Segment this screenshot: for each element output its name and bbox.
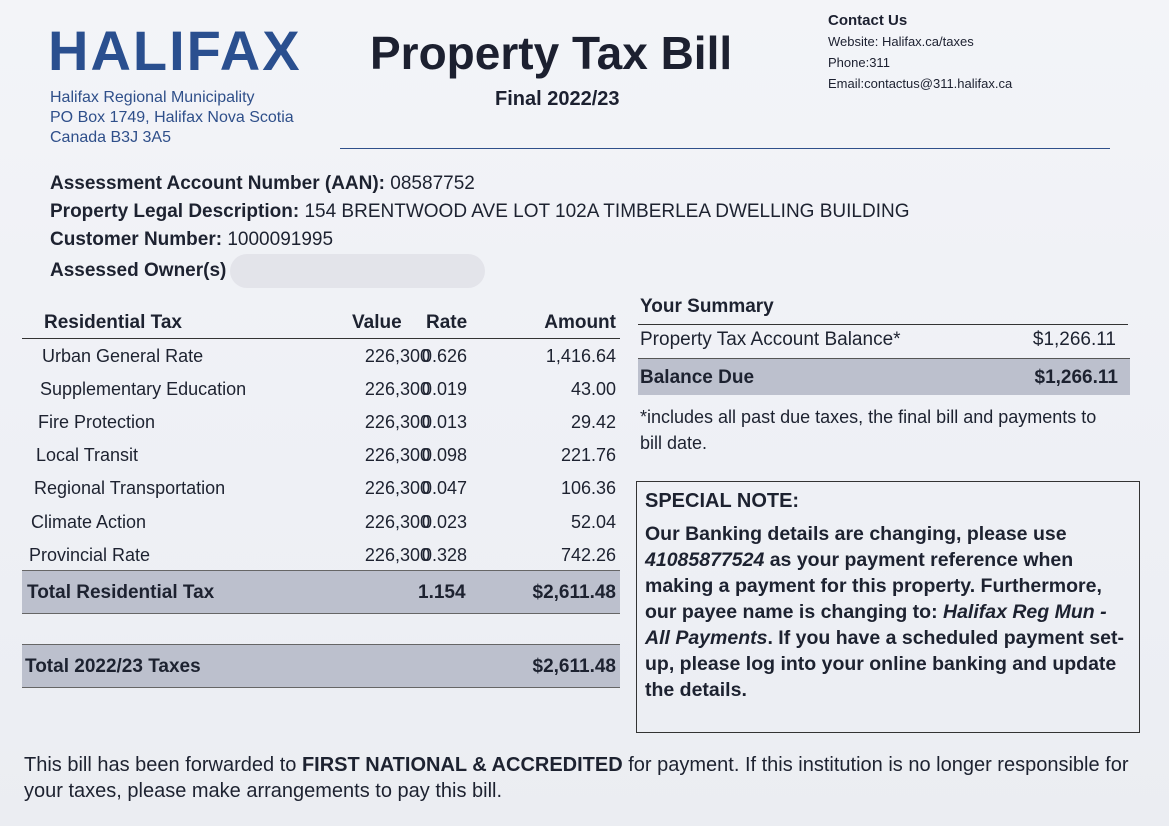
total-taxes-amount: $2,611.48 — [532, 656, 616, 677]
row-name: Local Transit — [36, 445, 139, 465]
table-row — [22, 472, 620, 504]
row-amount: 221.76 — [560, 445, 616, 465]
total-residential-rate: 1.154 — [418, 582, 466, 603]
customer-label: Customer Number: — [50, 229, 223, 250]
contact-website: Website: Halifax.ca/taxes — [828, 34, 974, 49]
payee-name: Halifax Reg Mun - All Payments — [645, 601, 1107, 649]
row-rate: 0.328 — [422, 545, 468, 565]
institution-name: FIRST NATIONAL & ACCREDITED — [301, 754, 623, 776]
row-rate: 0.019 — [422, 379, 468, 399]
account-details — [50, 170, 909, 288]
row-rate: 0.023 — [422, 512, 468, 532]
municipality-address — [50, 88, 294, 148]
col-value: Value — [352, 312, 402, 333]
note-text-part: Our Banking details are changing, please use — [645, 523, 1067, 545]
row-amount: 52.04 — [570, 512, 616, 532]
col-amount: Amount — [544, 312, 616, 333]
notice-text-part: This bill has been forwarded to — [24, 754, 302, 776]
account-balance-value: $1,266.11 — [1032, 329, 1116, 350]
total-residential-label: Total Residential Tax — [27, 582, 215, 603]
row-amount: 29.42 — [570, 412, 616, 432]
customer-value: 1000091995 — [227, 229, 334, 250]
row-rate: 0.626 — [422, 346, 468, 366]
row-amount: 1,416.64 — [545, 346, 616, 366]
summary-heading: Your Summary — [640, 296, 774, 317]
address-line: Canada B3J 3A5 — [50, 129, 171, 146]
address-line: PO Box 1749, Halifax Nova Scotia — [50, 109, 294, 126]
row-amount: 742.26 — [560, 545, 616, 565]
row-value: 226,300 — [364, 346, 430, 366]
table-row — [22, 539, 620, 571]
forwarding-notice — [24, 752, 1144, 804]
row-name: Fire Protection — [38, 412, 156, 432]
legal-value: 154 BRENTWOOD AVE LOT 102A TIMBERLEA DWELLING BUILDING — [304, 201, 910, 222]
balance-due-label: Balance Due — [640, 367, 755, 388]
page-subtitle: Final 2022/23 — [495, 88, 620, 110]
row-value: 226,300 — [364, 379, 430, 399]
row-rate: 0.013 — [422, 412, 468, 432]
note-text-part: as your payment reference when making a payment for this property. Furthermore, our payee name is changing to: — [645, 549, 1102, 623]
page-title: Property Tax Bill — [370, 27, 733, 79]
special-note-heading: SPECIAL NOTE: — [645, 490, 800, 512]
table-row — [22, 439, 620, 471]
total-residential-tax-bar — [22, 570, 620, 614]
table-row — [22, 406, 620, 438]
row-value: 226,300 — [364, 445, 430, 465]
row-name: Supplementary Education — [40, 379, 247, 399]
contact-email: Email:contactus@311.halifax.ca — [828, 76, 1013, 91]
total-residential-amount: $2,611.48 — [532, 582, 616, 603]
balance-due-value: $1,266.11 — [1034, 367, 1118, 388]
row-name: Climate Action — [31, 512, 147, 532]
row-rate: 0.047 — [422, 478, 468, 498]
summary-divider — [638, 324, 1128, 325]
table-row — [22, 506, 620, 538]
legal-label: Property Legal Description: — [50, 201, 300, 222]
total-taxes-bar — [22, 644, 620, 688]
note-text-part: . If you have a scheduled payment set-up, please log into your online banking and update the details. — [645, 627, 1124, 701]
row-value: 226,300 — [364, 512, 430, 532]
customer-number-row — [50, 226, 909, 254]
header-divider — [340, 148, 1110, 149]
owner-label: Assessed Owner(s) — [50, 260, 227, 282]
row-name: Urban General Rate — [42, 346, 204, 366]
row-name: Regional Transportation — [34, 478, 226, 498]
address-line: Halifax Regional Municipality — [50, 89, 255, 106]
notice-text-part: for payment. If this institution is no longer responsible for your taxes, please make arrangements to pay this bill. — [24, 754, 1129, 802]
row-amount: 43.00 — [570, 379, 616, 399]
aan-row — [50, 170, 909, 198]
total-taxes-label: Total 2022/23 Taxes — [25, 656, 201, 677]
special-note-text — [645, 521, 1131, 703]
account-balance-row — [638, 326, 1128, 356]
heading-residential-tax: Residential Tax — [44, 312, 182, 333]
special-note-box — [636, 481, 1140, 733]
aan-value: 08587752 — [390, 173, 475, 194]
row-name: Provincial Rate — [29, 545, 151, 565]
contact-heading: Contact Us — [828, 12, 908, 29]
summary-footnote: *includes all past due taxes, the final bill and payments to bill date. — [640, 407, 1097, 453]
contact-block — [828, 10, 1012, 94]
contact-phone: Phone:311 — [828, 55, 890, 70]
account-balance-label: Property Tax Account Balance* — [640, 329, 901, 350]
row-amount: 106.36 — [560, 478, 616, 498]
table-row — [22, 373, 620, 405]
assessed-owner-row — [50, 254, 909, 288]
col-rate: Rate — [426, 312, 468, 333]
balance-due-bar — [638, 358, 1130, 395]
row-rate: 0.098 — [422, 445, 468, 465]
table-row — [22, 340, 620, 372]
legal-description-row — [50, 198, 909, 226]
aan-label: Assessment Account Number (AAN): — [50, 173, 386, 194]
redacted-owner-name — [230, 254, 485, 288]
row-value: 226,300 — [364, 478, 430, 498]
table-header — [22, 300, 620, 339]
halifax-logo: HALIFAX — [48, 19, 302, 82]
row-value: 226,300 — [364, 412, 430, 432]
payment-reference: 41085877524 — [645, 549, 765, 571]
row-value: 226,300 — [364, 545, 430, 565]
